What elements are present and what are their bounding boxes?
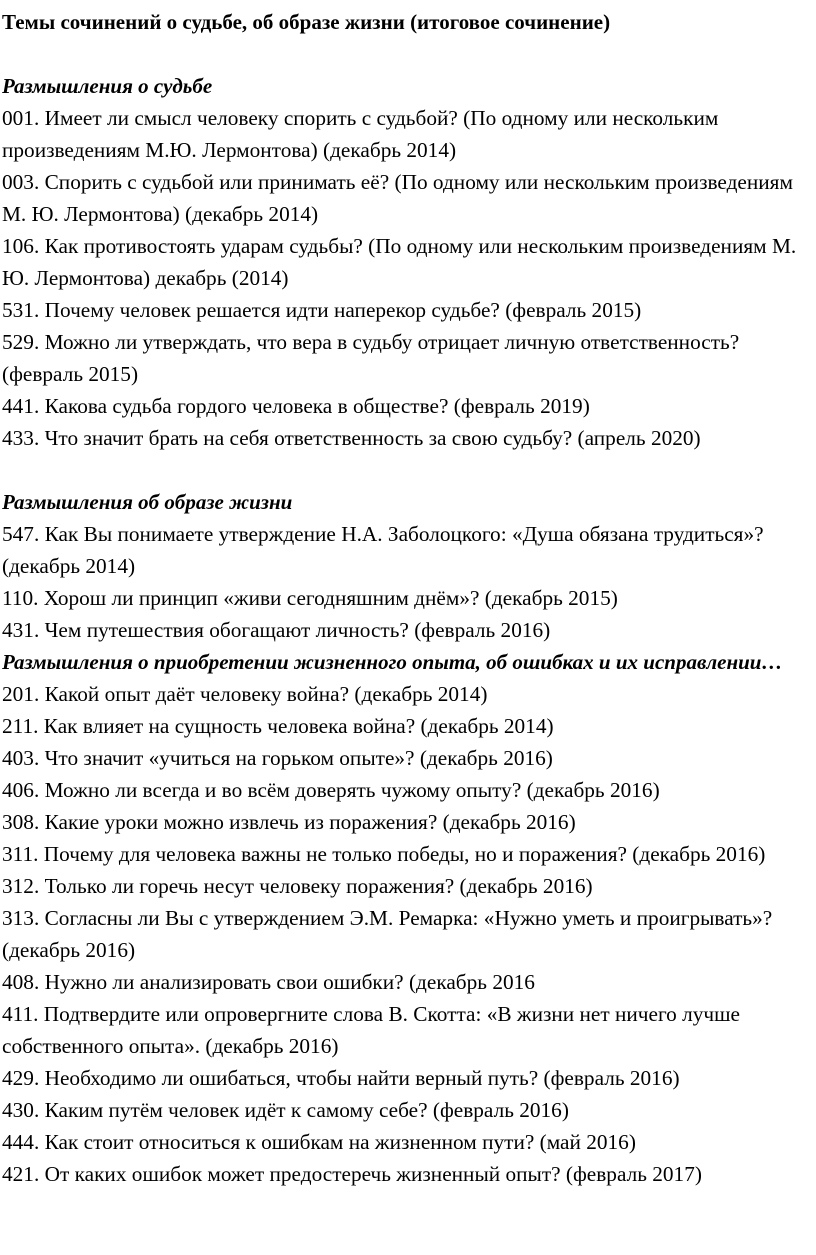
- topic-item: 406. Можно ли всегда и во всём доверять чужому опыту? (декабрь 2016): [2, 778, 660, 802]
- topic-item: 411. Подтвердите или опровергните слова В. Скотта: «В жизни нет ничего лучше собственного опыта». (декабрь 2016): [2, 1002, 740, 1058]
- section-way-of-life: [2, 486, 814, 646]
- topic-item: 531. Почему человек решается идти наперекор судьбе? (февраль 2015): [2, 298, 642, 322]
- spacer: [2, 38, 814, 70]
- topic-item: 001. Имеет ли смысл человеку спорить с судьбой? (По одному или нескольким произведениям М.Ю. Лермонтова) (декабрь 2014): [2, 106, 719, 162]
- topic-list: [2, 678, 814, 1190]
- topic-item: 430. Каким путём человек идёт к самому себе? (февраль 2016): [2, 1098, 569, 1122]
- topic-item: 003. Спорить с судьбой или принимать её? (По одному или нескольким произведениям М. Ю. Лермонтова) (декабрь 2014): [2, 170, 793, 226]
- topic-item: 408. Нужно ли анализировать свои ошибки? (декабрь 2016: [2, 970, 535, 994]
- topic-item: 311. Почему для человека важны не только победы, но и поражения? (декабрь 2016): [2, 842, 766, 866]
- topic-item: 429. Необходимо ли ошибаться, чтобы найти верный путь? (февраль 2016): [2, 1066, 680, 1090]
- topic-list: [2, 102, 814, 454]
- section-fate: [2, 70, 814, 454]
- topic-item: 106. Как противостоять ударам судьбы? (По одному или нескольким произведениям М. Ю. Лермонтова) декабрь (2014): [2, 234, 797, 290]
- topic-item: 441. Какова судьба гордого человека в обществе? (февраль 2019): [2, 394, 590, 418]
- section-heading: Размышления о судьбе: [2, 74, 213, 98]
- topic-item: 421. От каких ошибок может предостеречь жизненный опыт? (февраль 2017): [2, 1162, 702, 1186]
- topic-item: 201. Какой опыт даёт человеку война? (декабрь 2014): [2, 682, 488, 706]
- topic-item: 110. Хорош ли принцип «живи сегодняшним днём»? (декабрь 2015): [2, 586, 618, 610]
- topic-item: 313. Согласны ли Вы с утверждением Э.М. Ремарка: «Нужно уметь и проигрывать»? (декабрь 2016): [2, 906, 773, 962]
- topic-item: 547. Как Вы понимаете утверждение Н.А. Заболоцкого: «Душа обязана трудиться»? (декабрь 2014): [2, 522, 764, 578]
- topic-item: 308. Какие уроки можно извлечь из поражения? (декабрь 2016): [2, 810, 576, 834]
- topic-item: 431. Чем путешествия обогащают личность? (февраль 2016): [2, 618, 551, 642]
- document-page: [2, 6, 814, 1190]
- section-life-experience: [2, 646, 814, 1190]
- topic-list: [2, 518, 814, 646]
- topic-item: 312. Только ли горечь несут человеку поражения? (декабрь 2016): [2, 874, 593, 898]
- topic-item: 211. Как влияет на сущность человека война? (декабрь 2014): [2, 714, 554, 738]
- topic-item: 444. Как стоит относиться к ошибкам на жизненном пути? (май 2016): [2, 1130, 636, 1154]
- document-title: Темы сочинений о судьбе, об образе жизни (итоговое сочинение): [2, 10, 611, 34]
- topic-item: 529. Можно ли утверждать, что вера в судьбу отрицает личную ответственность? (февраль 2015): [2, 330, 740, 386]
- topic-item: 403. Что значит «учиться на горьком опыте»? (декабрь 2016): [2, 746, 553, 770]
- topic-item: 433. Что значит брать на себя ответственность за свою судьбу? (апрель 2020): [2, 426, 701, 450]
- spacer: [2, 454, 814, 486]
- section-heading: Размышления о приобретении жизненного опыта, об ошибках и их исправлении…: [2, 650, 783, 674]
- section-heading: Размышления об образе жизни: [2, 490, 293, 514]
